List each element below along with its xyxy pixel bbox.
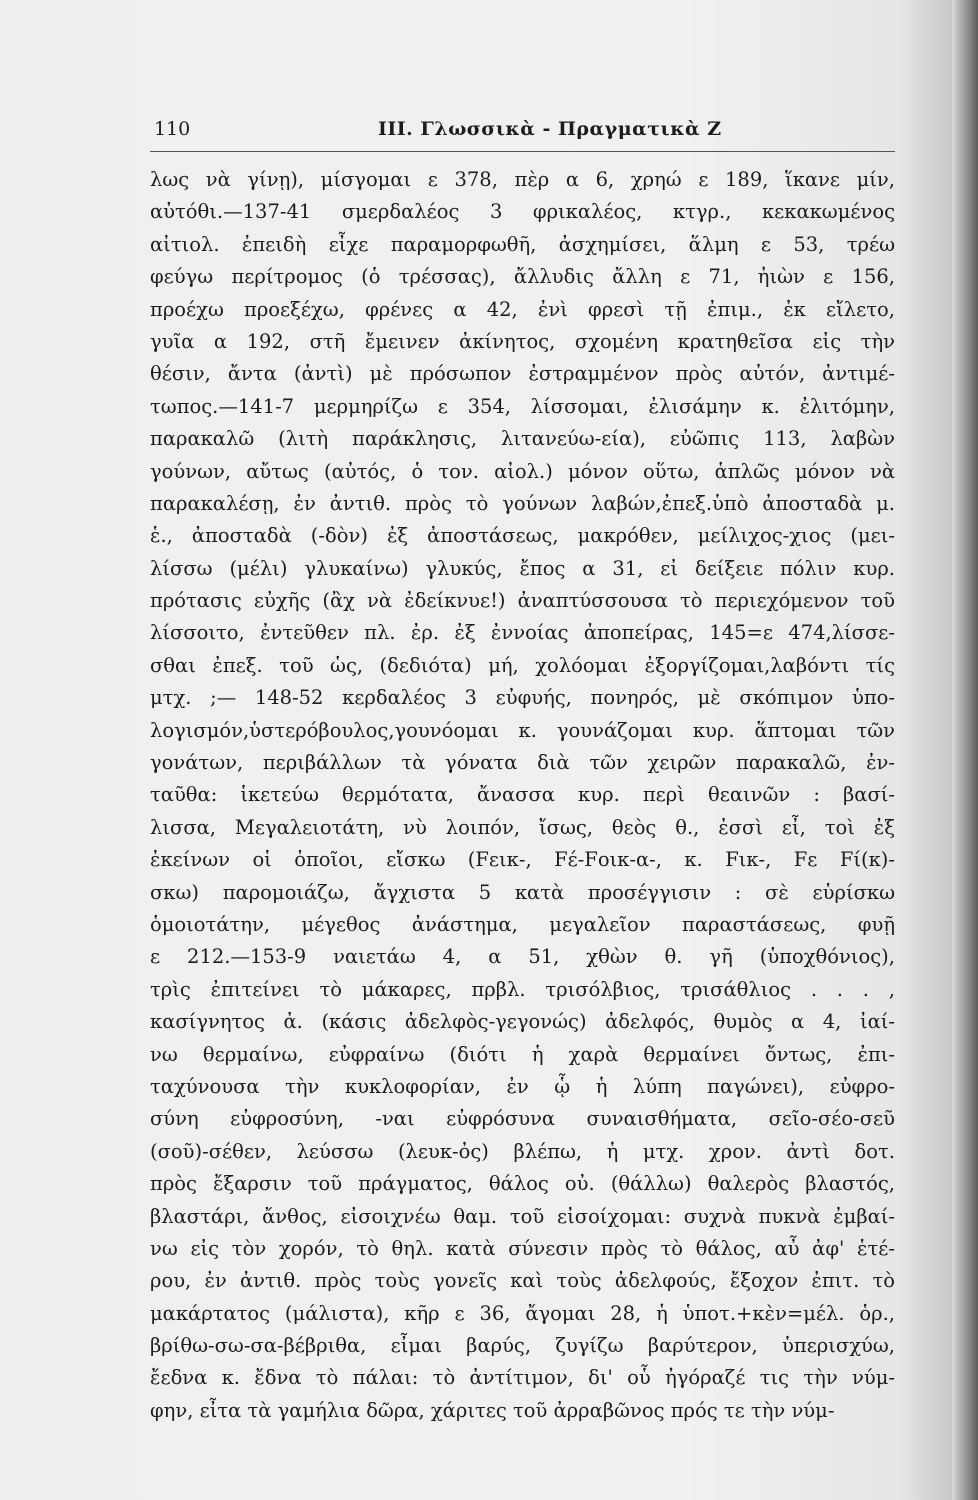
text-line: γούνων, αὔτως (αὐτός, ὁ τον. αἰολ.) μόνον οὕτω, ἁπλῶς μόνον νὰ [150,459,895,483]
text-line: πρότασις εὐχῆς (ἂχ νὰ ἐδείκνυε!) ἀναπτύσσουσα τὸ περιεχόμενον τοῦ [150,589,895,613]
text-line: παρακαλῶ (λιτὴ παράκλησις, λιτανεύω-εία), εὐῶπις 113, λαβὼν [150,427,895,451]
text-line: ταχύνουσα τὴν κυκλοφορίαν, ἐν ᾧ ἡ λύπη παγώνει), εὐφρο- [150,1074,895,1098]
header-rule [150,151,895,152]
text-line: πρὸς ἔξαρσιν τοῦ πράγματος, θάλος οὐ. (θάλλω) θαλερὸς βλαστός, [150,1172,895,1196]
text-line: (σοῦ)-σέθεν, λεύσσω (λευκ-ὀς) βλέπω, ἡ μτχ. χρον. ἀντὶ δοτ. [150,1139,895,1163]
text-line: αὐτόθι.—137-41 σμερδαλέος 3 φρικαλέος, κτγρ., κεκακωμένος [150,200,895,224]
text-line: φεύγω περίτρομος (ὁ τρέσσας), ἄλλυδις ἄλλη ε 71, ἠιὼν ε 156, [150,265,895,289]
running-head: III. Γλωσσικὰ - Πραγματικὰ Ζ [378,118,722,140]
text-line: ρου, ἐν ἀντιθ. πρὸς τοὺς γονεῖς καὶ τοὺς ἀδελφούς, ἔξοχον ἐπιτ. τὸ [150,1269,895,1293]
text-line: λίσσω (μέλι) γλυκαίνω) γλυκύς, ἔπος α 31, εἰ δείξειε πόλιν κυρ. [150,556,895,580]
page-header [150,118,895,146]
text-line: βρίθω-σω-σα-βέβριθα, εἶμαι βαρύς, ζυγίζω βαρύτερον, ὑπερισχύω, [150,1334,895,1358]
text-line: βλαστάρι, ἄνθος, εἰσοιχνέω θαμ. τοῦ εἰσοίχομαι: συχνὰ πυκνὰ ἐμβαί- [150,1204,895,1228]
text-line: νω εἰς τὸν χορόν, τὸ θηλ. κατὰ σύνεσιν πρὸς τὸ θάλος, αὖ ἀφ' ἑτέ- [150,1236,895,1260]
page-number: 110 [154,118,191,140]
text-line: τωπος.—141-7 μερμηρίζω ε 354, λίσσομαι, ἐλισάμην κ. ἐλιτόμην, [150,394,895,418]
text-line: νω θερμαίνω, εὐφραίνω (διότι ἡ χαρὰ θερμαίνει ὄντως, ἐπι- [150,1042,895,1066]
page-edge-shadow [952,0,978,1500]
text-line: γονάτων, περιβάλλων τὰ γόνατα διὰ τῶν χειρῶν παρακαλῶ, ἐν- [150,751,895,775]
text-line: τρὶς ἐπιτείνει τὸ μάκαρες, πρβλ. τρισόλβιος, τρισάθλιος . . . , [150,977,895,1001]
text-line: ἑ., ἀποσταδὰ (-δὸν) ἐξ ἀποστάσεως, μακρόθεν, μείλιχος-χιος (μει- [150,524,895,548]
text-line: ὁμοιοτάτην, μέγεθος ἀνάστημα, μεγαλεῖον παραστάσεως, φυῇ [150,912,895,936]
text-line: ἔεδνα κ. ἔδνα τὸ πάλαι: τὸ ἀντίτιμον, δι' οὗ ἠγόραζέ τις τὴν νύμ- [150,1366,895,1390]
text-line: γυῖα α 192, στῆ ἔμεινεν ἀκίνητος, σχομένη κρατηθεῖσα εἰς τὴν [150,329,895,353]
text-line: ἐκείνων οἱ ὁποῖοι, εἴσκω (Fεικ-, Fέ-Fοικ-α-, κ. Fικ-, Fε Fί(κ)- [150,848,895,872]
text-line: λως νὰ γίνῃ), μίσγομαι ε 378, πὲρ α 6, χρηώ ε 189, ἵκανε μίν, [150,168,895,191]
text-line: σκω) παρομοιάζω, ἄγχιστα 5 κατὰ προσέγγισιν : σὲ εὑρίσκω [150,880,895,904]
text-line: αἰτιολ. ἐπειδὴ εἶχε παραμορφωθῆ, ἀσχημίσει, ἅλμη ε 53, τρέω [150,232,895,256]
text-line: ε 212.—153-9 ναιετάω 4, α 51, χθὼν θ. γῆ (ὑποχθόνιος), [150,945,895,969]
text-line: θέσιν, ἄντα (ἀντὶ) μὲ πρόσωπον ἐστραμμένον πρὸς αὐτόν, ἀντιμέ- [150,362,895,386]
text-line: λογισμόν,ὑστερόβουλος,γουνόομαι κ. γουνάζομαι κυρ. ἅπτομαι τῶν [150,718,895,742]
text-line: κασίγνητος ἀ. (κάσις ἀδελφὸς-γεγονώς) ἀδελφός, θυμὸς α 4, ἰαί- [150,1010,895,1034]
text-line: μακάρτατος (μάλιστα), κῆρ ε 36, ἄγομαι 28, ἡ ὑποτ.+κὲν=μέλ. ὁρ., [150,1301,895,1325]
text-line: σθαι ἐπεξ. τοῦ ὡς, (δεδιότα) μή, χολόομαι ἐξοργίζομαι,λαβόντι τίς [150,653,895,677]
text-line: λίσσοιτο, ἐντεῦθεν πλ. ἐρ. ἐξ ἐννοίας ἀποπείρας, 145=ε 474,λίσσε- [150,621,895,645]
text-line: φην, εἶτα τὰ γαμήλια δῶρα, χάριτες τοῦ ἀρραβῶνος πρός τε τὴν νύμ- [150,1398,835,1422]
text-line: λισσα, Μεγαλειοτάτη, νὺ λοιπόν, ἴσως, θεὸς θ., ἐσσὶ εἶ, τοὶ ἐξ [150,815,895,839]
text-line: προέχω προεξέχω, φρένες α 42, ἐνὶ φρεσὶ τῇ ἐπιμ., ἐκ εἴλετο, [150,297,895,321]
text-line: ταῦθα: ἱκετεύω θερμότατα, ἄνασσα κυρ. περὶ θεαινῶν : βασί- [150,783,895,807]
text-line: μτχ. ;— 148-52 κερδαλέος 3 εὐφυής, πονηρός, μὲ σκόπιμον ὑπο- [150,686,895,710]
body-text [150,164,895,1427]
text-line: παρακαλέσῃ, ἐν ἀντιθ. πρὸς τὸ γούνων λαβών,ἐπεξ.ὑπὸ ἀποσταδὰ μ. [150,491,895,515]
text-line: σύνη εὐφροσύνη, -ναι εὐφρόσυνα συναισθήματα, σεῖο-σέο-σεῦ [150,1107,895,1131]
